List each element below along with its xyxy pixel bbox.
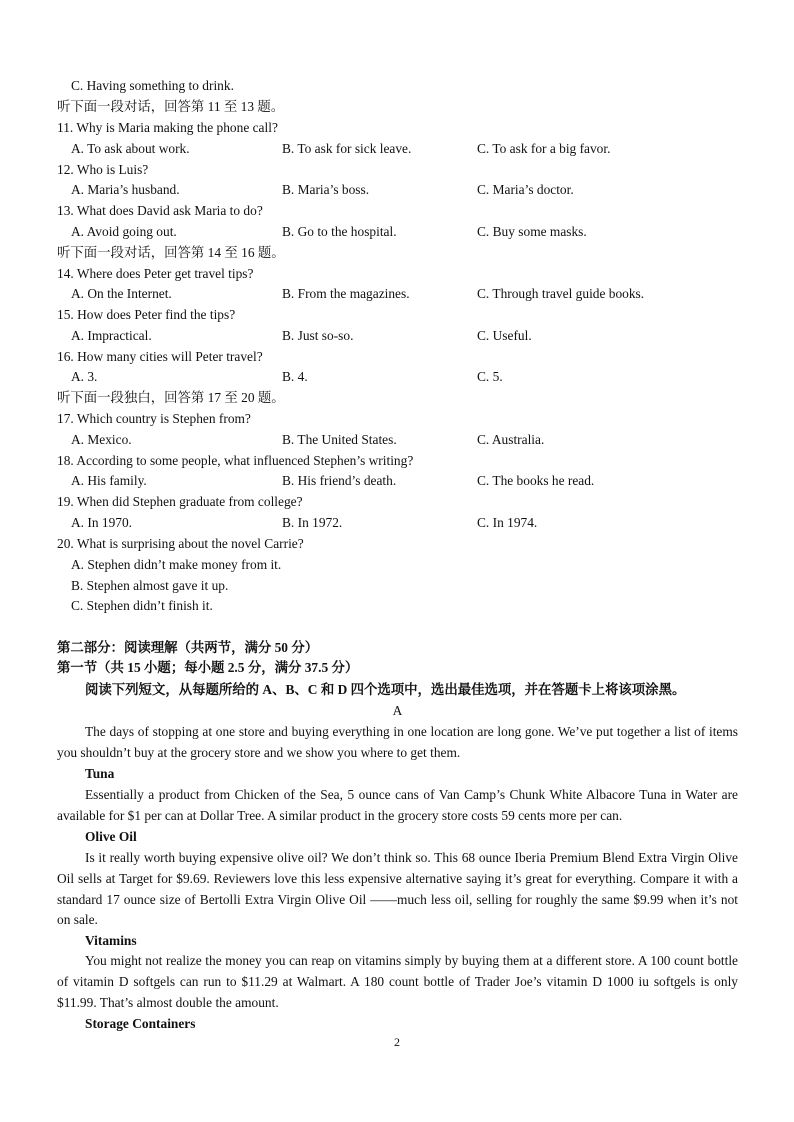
q18-question: 18. According to some people, what influenced Stephen’s writing? [57, 453, 414, 468]
q18-option-c: C. The books he read. [477, 473, 595, 488]
q14-question: 14. Where does Peter get travel tips? [57, 266, 254, 281]
q15-option-b: B. Just so-so. [282, 328, 354, 343]
q17-question: 17. Which country is Stephen from? [57, 411, 251, 426]
q12-question: 12. Who is Luis? [57, 162, 149, 177]
q15-question: 15. How does Peter find the tips? [57, 307, 236, 322]
q11-option-b: B. To ask for sick leave. [282, 141, 412, 156]
q20-question: 20. What is surprising about the novel Carrie? [57, 536, 304, 551]
section-one-title: 第一节（共 15 小题；每小题 2.5 分，满分 37.5 分） [57, 660, 359, 675]
storage-containers-heading: Storage Containers [85, 1016, 196, 1031]
passage-letter: A [392, 703, 403, 718]
q17-option-b: B. The United States. [282, 432, 397, 447]
q19-question: 19. When did Stephen graduate from college? [57, 494, 303, 509]
q19-option-b: B. In 1972. [282, 515, 343, 530]
q16-question: 16. How many cities will Peter travel? [57, 349, 263, 364]
vitamins-heading: Vitamins [85, 933, 137, 948]
q11-option-c: C. To ask for a big favor. [477, 141, 611, 156]
instruction-11-13: 听下面一段对话，回答第 11 至 13 题。 [57, 99, 285, 114]
q13-option-a: A. Avoid going out. [71, 224, 177, 239]
q18-option-a: A. His family. [71, 473, 147, 488]
passage-intro: The days of stopping at one store and buying everything in one location are long gone. We’ve put together a list of items you shouldn’t buy at the grocery store and we show you where to get them. [57, 724, 738, 760]
reading-instruction: 阅读下列短文，从每题所给的 A、B、C 和 D 四个选项中，选出最佳选项，并在答题卡上将该项涂黑。 [85, 682, 686, 697]
q17-option-c: C. Australia. [477, 432, 545, 447]
q16-option-c: C. 5. [477, 369, 503, 384]
instruction-17-20: 听下面一段独白，回答第 17 至 20 题。 [57, 390, 285, 405]
q11-option-a: A. To ask about work. [71, 141, 190, 156]
q13-option-c: C. Buy some masks. [477, 224, 587, 239]
part-two-title: 第二部分：阅读理解（共两节，满分 50 分） [57, 640, 319, 655]
q13-option-b: B. Go to the hospital. [282, 224, 397, 239]
q12-option-c: C. Maria’s doctor. [477, 182, 574, 197]
q14-option-b: B. From the magazines. [282, 286, 410, 301]
tuna-heading: Tuna [85, 766, 115, 781]
q12-option-a: A. Maria’s husband. [71, 182, 180, 197]
vitamins-paragraph: You might not realize the money you can reap on vitamins simply by buying them at a different store. A 100 count bottle of vitamin D softgels can run to $11.29 at Walmart. A 180 count bottle of Trader Joe’s vitamin D 1000 iu softgels is only $11.99. That’s almost double the amount. [57, 953, 738, 1010]
q19-option-c: C. In 1974. [477, 515, 538, 530]
q10-option-c: C. Having something to drink. [71, 78, 234, 93]
olive-oil-paragraph: Is it really worth buying expensive olive oil? We don’t think so. This 68 ounce Iberia Premium Blend Extra Virgin Olive Oil sells at Target for $9.69. Reviewers love this less expensive alternative saying it’s great for everything. Compare it with a standard 17 ounce size of Bertolli Extra Virgin Olive Oil ——much less oil, selling for roughly the same $9.99 when it’s not on sale. [57, 850, 738, 928]
tuna-paragraph: Essentially a product from Chicken of the Sea, 5 ounce cans of Van Camp’s Chunk White Albacore Tuna in Water are available for $1 per can at Dollar Tree. A similar product in the grocery store costs 59 cents more per can. [57, 787, 738, 823]
q17-option-a: A. Mexico. [71, 432, 132, 447]
q19-option-a: A. In 1970. [71, 515, 132, 530]
q14-option-a: A. On the Internet. [71, 286, 172, 301]
q18-option-b: B. His friend’s death. [282, 473, 397, 488]
q14-option-c: C. Through travel guide books. [477, 286, 645, 301]
olive-oil-heading: Olive Oil [85, 829, 137, 844]
q20-option-a: A. Stephen didn’t make money from it. [71, 557, 282, 572]
q13-question: 13. What does David ask Maria to do? [57, 203, 263, 218]
page-number: 2 [394, 1035, 400, 1049]
q15-option-a: A. Impractical. [71, 328, 152, 343]
q12-option-b: B. Maria’s boss. [282, 182, 370, 197]
q15-option-c: C. Useful. [477, 328, 532, 343]
q16-option-a: A. 3. [71, 369, 98, 384]
q11-question: 11. Why is Maria making the phone call? [57, 120, 278, 135]
instruction-14-16: 听下面一段对话，回答第 14 至 16 题。 [57, 245, 285, 260]
q20-option-c: C. Stephen didn’t finish it. [71, 598, 213, 613]
q16-option-b: B. 4. [282, 369, 308, 384]
q20-option-b: B. Stephen almost gave it up. [71, 578, 229, 593]
